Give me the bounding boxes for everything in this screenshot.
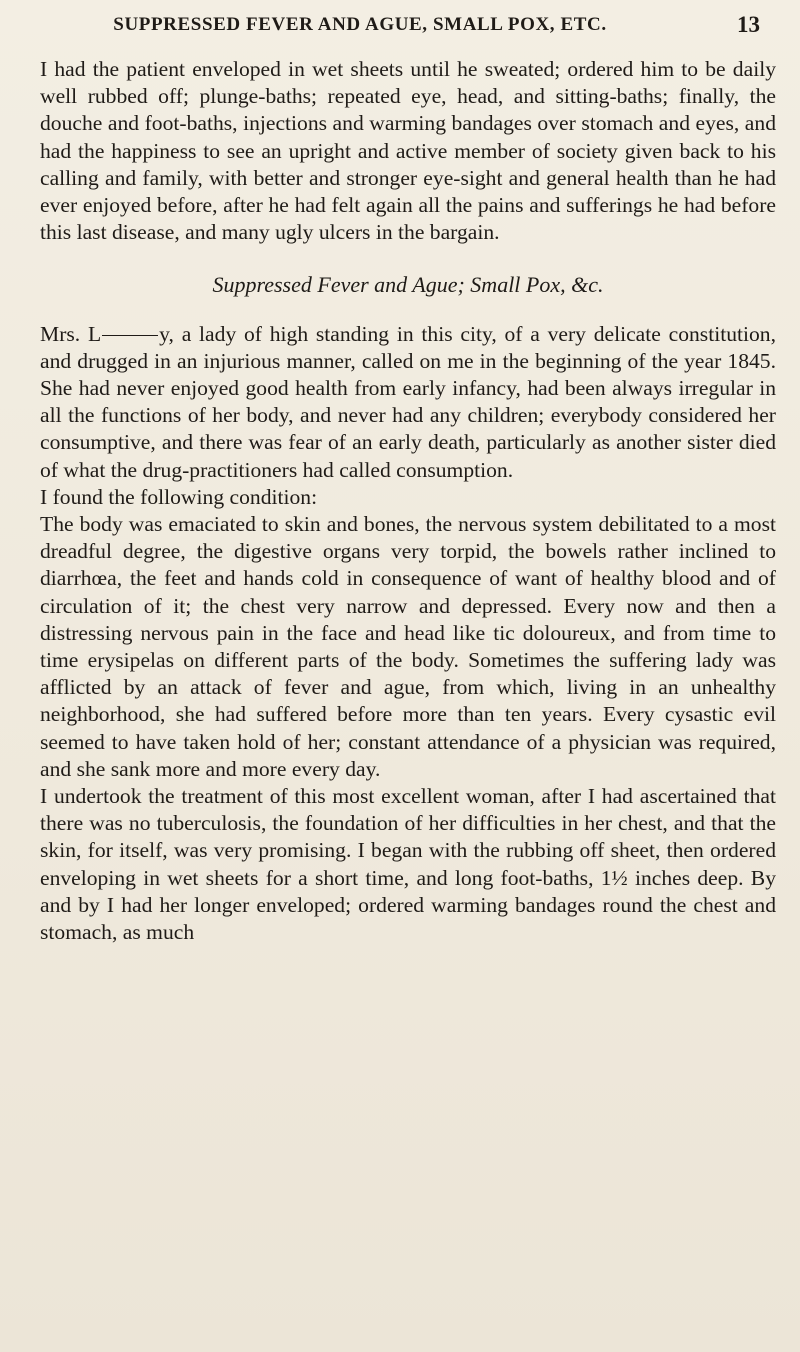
section-heading: Suppressed Fever and Ague; Small Pox, &c. xyxy=(212,272,604,298)
paragraph xyxy=(40,321,776,484)
page-header xyxy=(40,14,760,42)
body-text xyxy=(40,56,776,946)
paragraph-start: Mrs. L xyxy=(40,321,102,346)
paragraph: I had the patient enveloped in wet sheets until he sweated; ordered him to be daily well rubbed off; plunge-baths; repeated eye, head, and sitting-baths; finally, the douche and foot-baths, injections and warming bandages over stomach and eyes, and had the happiness to see an upright and active member of society given back to his calling and family, with better and stronger eye-sight and general health than he had ever enjoyed before, after he had felt again all the pains and sufferings he had before this last disease, and many ugly ulcers in the bargain. xyxy=(40,57,776,245)
paragraph: I found the following condition: xyxy=(40,484,318,509)
paragraph: I undertook the treatment of this most excellent woman, after I had ascertained that there was no tuberculosis, the foundation of her difficulties in her chest, and that the skin, for itself, was very promising. I began with the rubbing off sheet, then ordered enveloping in wet sheets for a short time, and long foot-baths, 1½ inches deep. By and by I had her longer enveloped; ordered warming bandages round the chest and stomach, as much xyxy=(40,784,776,945)
running-title: SUPPRESSED FEVER AND AGUE, SMALL POX, ETC. xyxy=(113,14,607,35)
page-number: 13 xyxy=(737,12,760,37)
name-dash xyxy=(102,335,158,336)
paragraph-continuation: y, a lady of high standing in this city, of a very delicate constitution, and drugged in an injurious manner, called on me in the beginning of the year 1845. She had never enjoyed good health from early infancy, had been always irregular in all the functions of her body, and never had any children; everybody considered her consumptive, and there was fear of an early death, particularly as another sister died of what the drug-practitioners had called consumption. xyxy=(40,321,776,482)
paragraph: The body was emaciated to skin and bones, the nervous system debilitated to a most dreadful degree, the digestive organs very torpid, the bowels rather inclined to diarrhœa, the feet and hands cold in consequence of want of healthy blood and of circulation of it; the chest very narrow and depressed. Every now and then a distressing nervous pain in the face and head like tic doloureux, and from time to time erysipelas on different parts of the body. Sometimes the suffering lady was afflicted by an attack of fever and ague, from which, living in an unhealthy neighborhood, she had suffered before more than ten years. Every cysastic evil seemed to have taken hold of her; constant attendance of a physician was required, and she sank more and more every day. xyxy=(40,512,776,781)
